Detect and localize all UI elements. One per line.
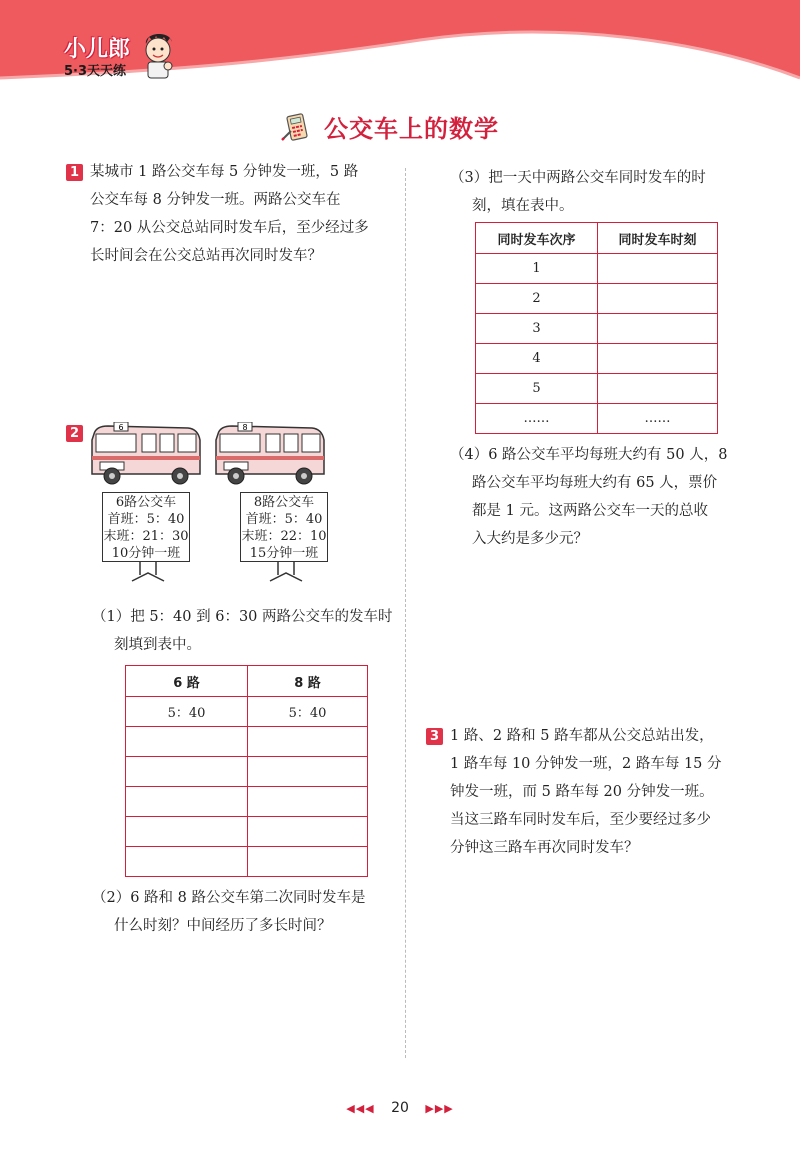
page-footer — [0, 1100, 800, 1116]
text-line: 1 路车每 10 分钟发一班，2 路车每 15 分 — [450, 756, 722, 772]
question-2-badge: 2 — [66, 425, 83, 442]
table-row — [476, 254, 718, 284]
brand-series: 5·3天天练 — [64, 64, 127, 79]
table-cell — [126, 847, 248, 877]
table-cell: 2 — [476, 284, 598, 314]
table-cell — [248, 757, 368, 787]
calculator-icon — [280, 109, 314, 143]
sign-post — [266, 561, 306, 583]
question-1-text — [90, 158, 369, 270]
page-number: 20 — [391, 1100, 409, 1116]
text-line: 什么时刻？中间经历了多长时间？ — [114, 918, 332, 934]
table-row — [476, 314, 718, 344]
question-2-part-3 — [450, 164, 706, 220]
table-header: 8 路 — [248, 666, 368, 697]
question-2-part-4 — [450, 441, 727, 553]
brand-name: 小儿郎 — [64, 37, 131, 62]
sign-line: 8路公交车 — [253, 495, 315, 510]
sign-line: 6路公交车 — [115, 495, 177, 510]
table-cell: …… — [598, 404, 718, 434]
text-line: 1 路、2 路和 5 路车都从公交总站出发， — [450, 728, 714, 744]
table-cell: …… — [476, 404, 598, 434]
table-cell: 5：40 — [126, 697, 248, 727]
table-row — [476, 404, 718, 434]
table-cell — [598, 284, 718, 314]
table-cell — [598, 344, 718, 374]
text-line: （4）6 路公交车平均每班大约有 50 人，8 — [450, 447, 728, 463]
page-title: 公交车上的数学 — [324, 114, 499, 143]
text-line: 入大约是多少元？ — [472, 531, 588, 547]
right-arrows-icon: ▶▶▶ — [425, 1102, 454, 1115]
sign-line: 首班：5：40 — [245, 512, 323, 527]
bus-8-illustration — [212, 422, 328, 488]
sign-line: 末班：22：10 — [241, 529, 327, 544]
text-line: （2）6 路和 8 路公交车第二次同时发车是 — [92, 890, 366, 906]
bus-6-illustration — [88, 422, 204, 488]
text-line: 路公交车平均每班大约有 65 人，票价 — [472, 475, 718, 491]
table-cell — [598, 374, 718, 404]
column-divider — [405, 168, 406, 1058]
text-line: 7：20 从公交总站同时发车后，至少经过多 — [90, 220, 369, 236]
text-line: 公交车每 8 分钟发一班。两路公交车在 — [90, 192, 341, 208]
text-line: 都是 1 元。这两路公交车一天的总收 — [472, 503, 708, 519]
table-row — [476, 344, 718, 374]
table-cell — [248, 787, 368, 817]
text-line: 刻填到表中。 — [114, 637, 201, 653]
table-cell — [248, 847, 368, 877]
table-header: 同时发车次序 — [476, 223, 598, 254]
table-row — [476, 284, 718, 314]
table-row — [126, 727, 368, 757]
bus-times-table — [125, 665, 368, 877]
text-line: 长时间会在公交总站再次同时发车？ — [90, 248, 322, 264]
table-cell — [126, 727, 248, 757]
text-line: （1）把 5：40 到 6：30 两路公交车的发车时 — [92, 609, 393, 625]
sign-line: 10分钟一班 — [111, 546, 181, 561]
table-cell: 5 — [476, 374, 598, 404]
question-2-part-1 — [92, 603, 393, 659]
question-3-text — [450, 722, 722, 862]
text-line: （3）把一天中两路公交车同时发车的时 — [450, 170, 706, 186]
table-header: 6 路 — [126, 666, 248, 697]
table-cell — [598, 254, 718, 284]
table-row — [126, 847, 368, 877]
mascot-icon — [140, 28, 176, 80]
bus-8-timetable-sign — [240, 492, 328, 562]
page-title-block — [280, 106, 499, 146]
table-cell — [248, 727, 368, 757]
table-cell — [248, 817, 368, 847]
table-row — [126, 787, 368, 817]
text-line: 刻，填在表中。 — [472, 198, 574, 214]
table-row — [126, 757, 368, 787]
table-cell — [126, 817, 248, 847]
table-row — [126, 697, 368, 727]
sign-line: 15分钟一班 — [249, 546, 319, 561]
text-line: 分钟这三路车再次同时发车？ — [450, 840, 639, 856]
left-arrows-icon: ◀◀◀ — [346, 1102, 375, 1115]
table-cell — [598, 314, 718, 344]
table-row — [126, 817, 368, 847]
text-line: 某城市 1 路公交车每 5 分钟发一班，5 路 — [90, 164, 359, 180]
question-2-part-2 — [92, 884, 366, 940]
simultaneous-departure-table — [475, 222, 718, 434]
text-line: 钟发一班，而 5 路车每 20 分钟发一班。 — [450, 784, 714, 800]
table-cell: 3 — [476, 314, 598, 344]
bus-6-timetable-sign — [102, 492, 190, 562]
question-1-badge: 1 — [66, 164, 83, 181]
sign-line: 末班：21：30 — [103, 529, 189, 544]
table-row — [476, 374, 718, 404]
table-cell: 1 — [476, 254, 598, 284]
bus-plate: 6 — [118, 423, 124, 432]
sign-line: 首班：5：40 — [107, 512, 185, 527]
table-cell — [126, 787, 248, 817]
table-cell: 5：40 — [248, 697, 368, 727]
sign-post — [128, 561, 168, 583]
question-3-badge: 3 — [426, 728, 443, 745]
table-cell: 4 — [476, 344, 598, 374]
table-header: 同时发车时刻 — [598, 223, 718, 254]
table-cell — [126, 757, 248, 787]
text-line: 当这三路车同时发车后，至少要经过多少 — [450, 812, 711, 828]
bus-plate: 8 — [242, 423, 248, 432]
